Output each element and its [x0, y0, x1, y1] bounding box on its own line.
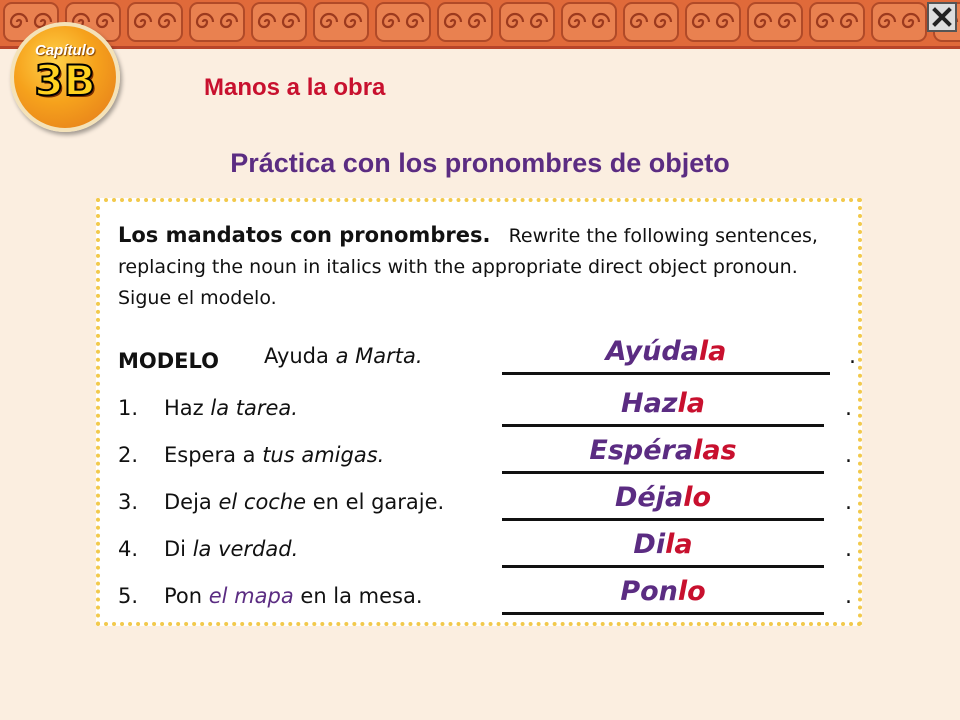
chapter-number: 3B — [34, 56, 96, 105]
page-title: Práctica con los pronombres de objeto — [230, 148, 730, 178]
answer-verb: Déja — [614, 482, 684, 513]
exercise-card — [96, 198, 862, 626]
exercise-item — [118, 576, 858, 620]
item-sentence-italic: el coche — [218, 490, 307, 514]
answer-blank — [502, 565, 824, 568]
item-answer — [502, 482, 824, 513]
item-number: 3. — [118, 490, 139, 514]
item-period: . — [845, 443, 852, 468]
decorative-header-band — [0, 0, 960, 49]
item-sentence-pre: Di — [164, 537, 193, 561]
item-period: . — [845, 396, 852, 421]
answer-verb: Pon — [620, 576, 678, 607]
item-sentence-italic: la verdad. — [192, 537, 299, 561]
item-answer — [502, 388, 824, 419]
item-answer — [502, 435, 824, 466]
exercise-item — [118, 482, 858, 526]
modelo-label: MODELO — [118, 349, 220, 373]
item-sentence — [164, 490, 444, 514]
answer-verb: Espéra — [589, 435, 694, 466]
instructions-body: Rewrite the following sentences, replacing the noun in italics with the appropriate direct object pronoun. Sigue el modelo. — [118, 225, 818, 309]
item-sentence-pre: Haz — [164, 396, 211, 420]
item-sentence-italic: el mapa — [208, 584, 294, 608]
item-number: 4. — [118, 537, 139, 561]
close-button[interactable] — [927, 2, 957, 32]
item-sentence — [164, 584, 423, 608]
modelo-row — [118, 336, 858, 380]
item-sentence-italic: la tarea. — [210, 396, 298, 420]
answer-pronoun: lo — [677, 576, 706, 607]
answer-pronoun: la — [698, 336, 727, 367]
chapter-label: Capítulo — [35, 42, 95, 59]
exercise-item — [118, 388, 858, 432]
spiral-pattern — [0, 0, 960, 46]
item-sentence — [164, 537, 298, 561]
item-period: . — [845, 537, 852, 562]
answer-verb: Haz — [620, 388, 678, 419]
item-sentence-post: en la mesa. — [293, 584, 423, 608]
close-x-icon — [932, 7, 952, 27]
item-number: 1. — [118, 396, 139, 420]
modelo-period: . — [849, 344, 856, 369]
item-sentence — [164, 443, 384, 467]
answer-blank — [502, 372, 830, 375]
instructions — [118, 220, 838, 314]
answer-verb: Ayúda — [605, 336, 699, 367]
answer-blank — [502, 612, 824, 615]
exercise-item — [118, 529, 858, 573]
modelo-answer — [502, 336, 830, 367]
item-sentence — [164, 396, 298, 420]
item-number: 5. — [118, 584, 139, 608]
item-period: . — [845, 584, 852, 609]
section-title: Manos a la obra — [204, 74, 386, 101]
answer-blank — [502, 424, 824, 427]
answer-pronoun: lo — [683, 482, 711, 513]
item-sentence-post: en el garaje. — [306, 490, 445, 514]
item-period: . — [845, 490, 852, 515]
modelo-sentence-plain: Ayuda — [264, 344, 336, 368]
modelo-sentence-italic: a Marta. — [335, 344, 423, 368]
answer-pronoun: la — [665, 529, 693, 560]
answer-blank — [502, 518, 824, 521]
item-sentence-pre: Pon — [164, 584, 209, 608]
item-answer — [502, 529, 824, 560]
item-sentence-pre: Espera a — [164, 443, 263, 467]
answer-blank — [502, 471, 824, 474]
exercise-item — [118, 435, 858, 479]
item-number: 2. — [118, 443, 139, 467]
answer-pronoun: las — [693, 435, 737, 466]
answer-pronoun: la — [677, 388, 705, 419]
answer-verb: Di — [633, 529, 666, 560]
instructions-lead: Los mandatos con pronombres. — [118, 223, 491, 247]
item-sentence-italic: tus amigas. — [262, 443, 385, 467]
chapter-badge — [10, 22, 120, 132]
item-sentence-pre: Deja — [164, 490, 219, 514]
modelo-sentence — [264, 344, 423, 368]
item-answer — [502, 576, 824, 607]
